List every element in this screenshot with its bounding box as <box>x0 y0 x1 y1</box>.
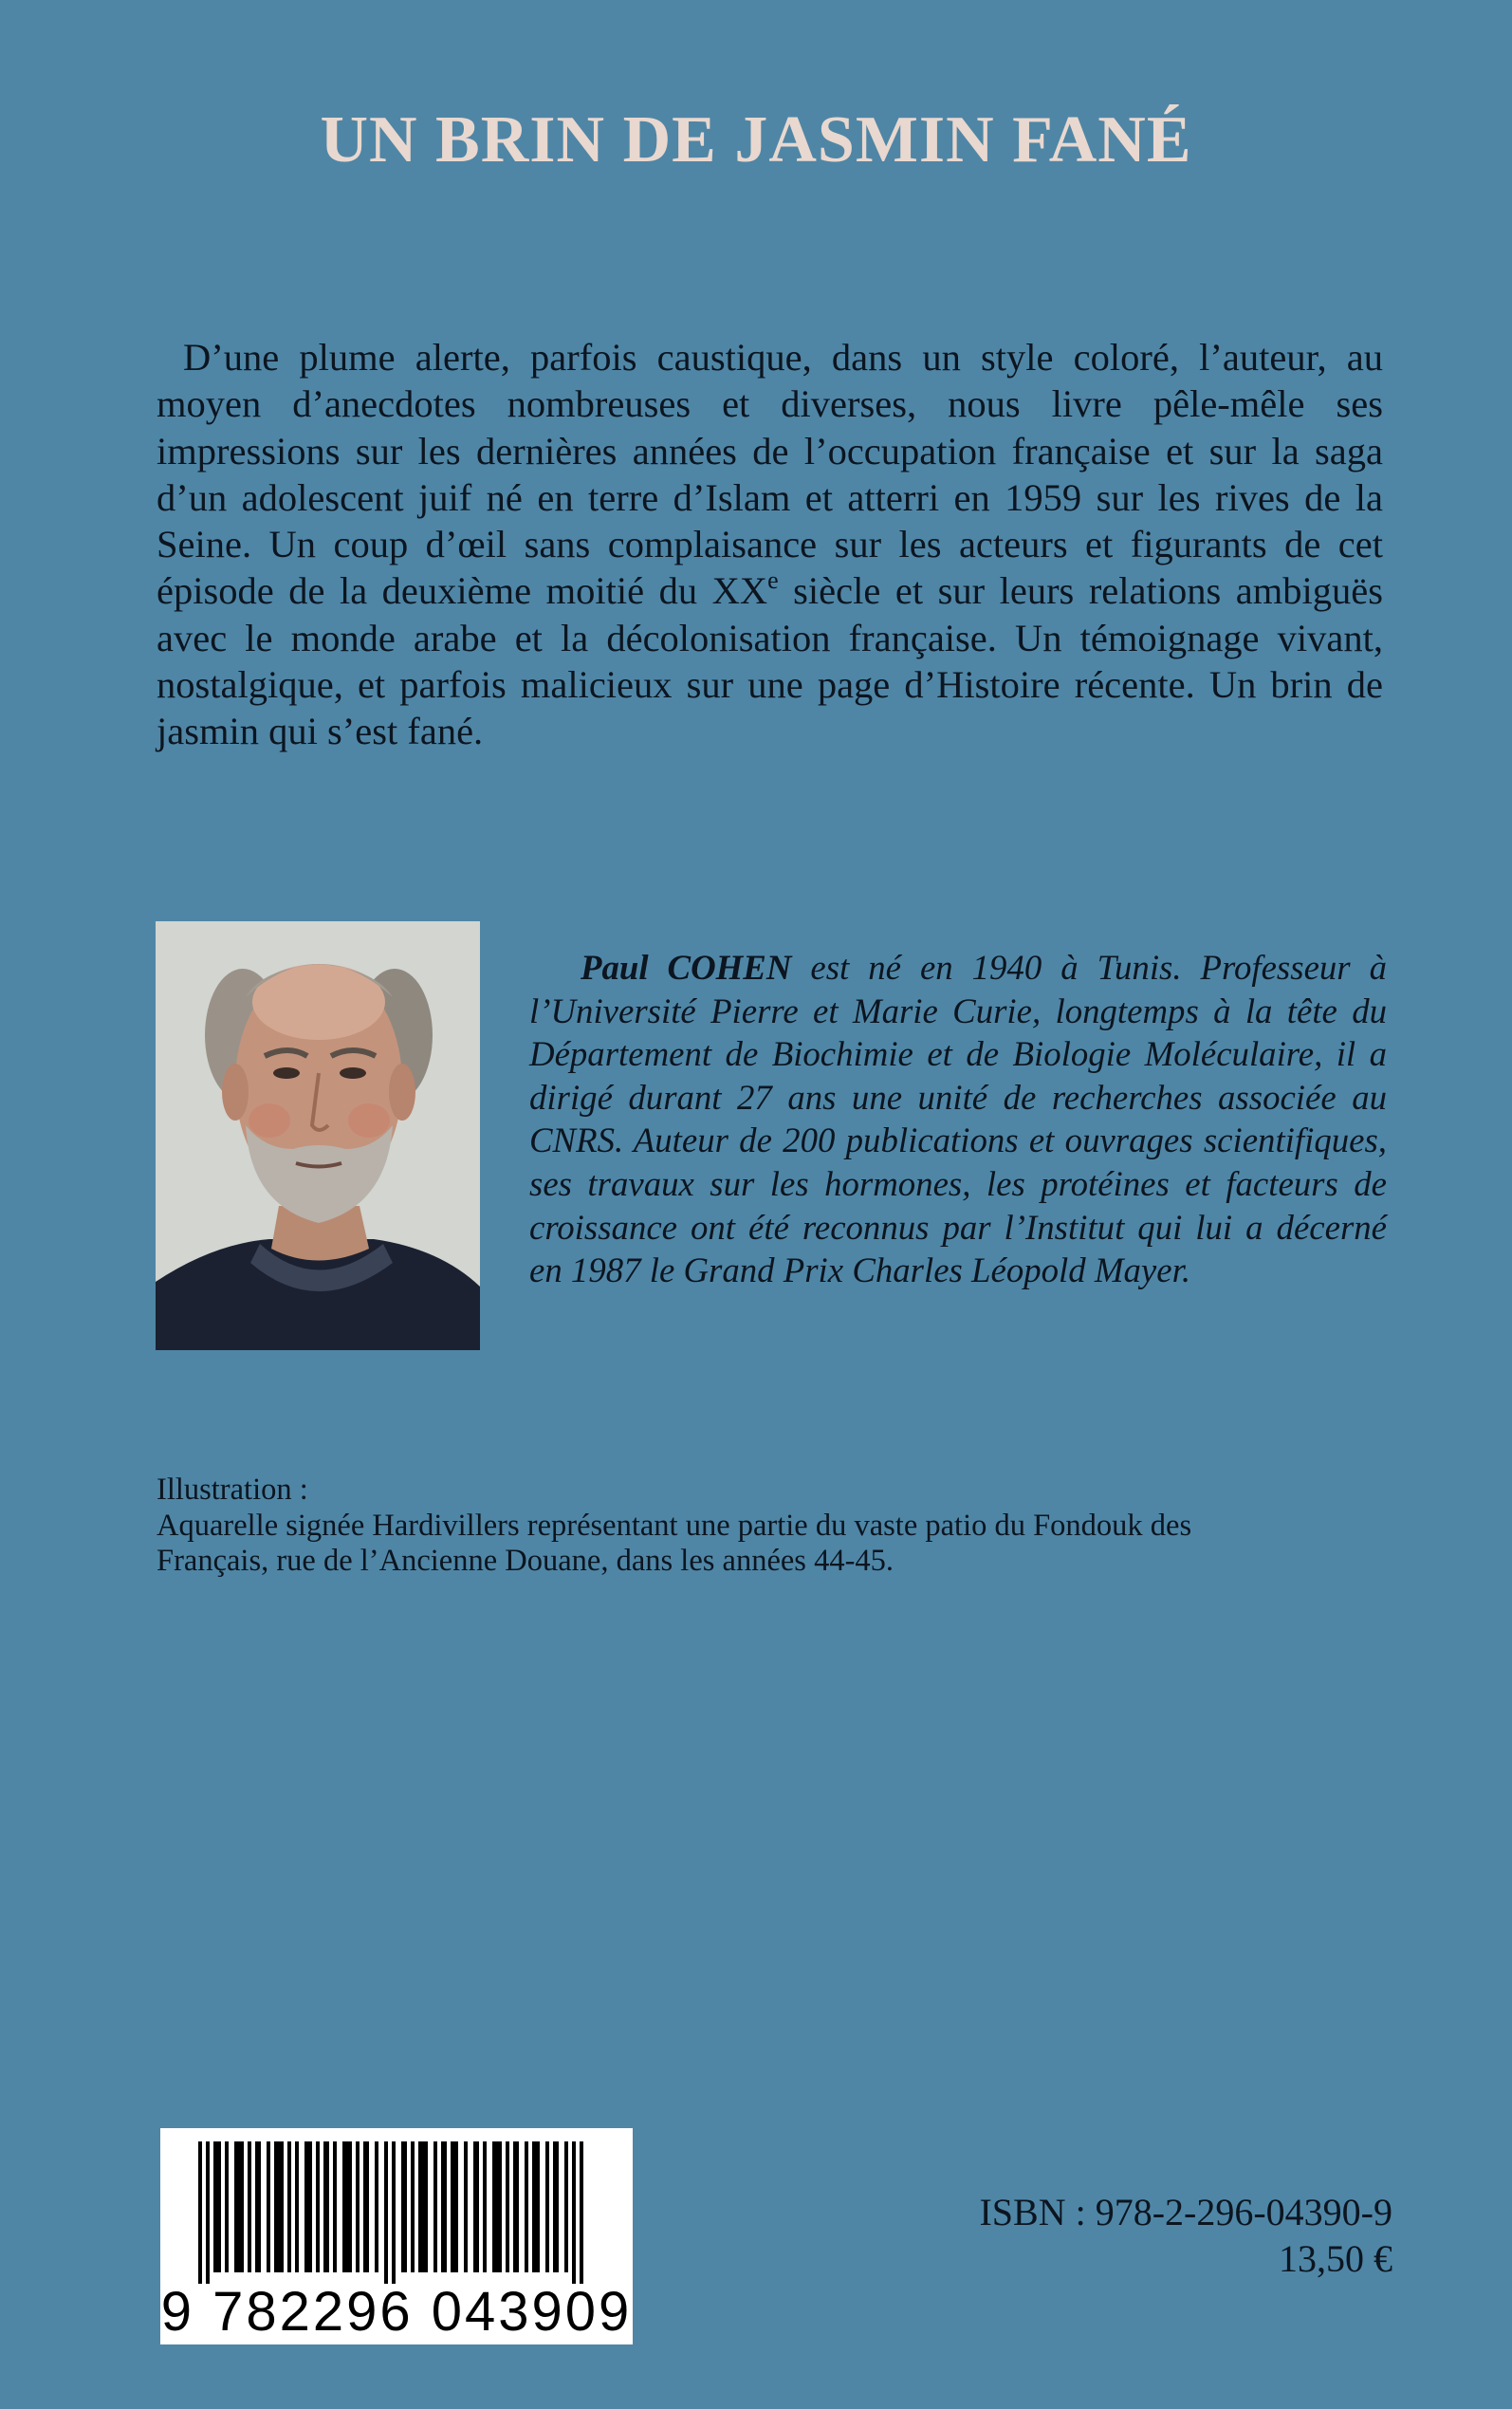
blurb-text-part1: D’une plume alerte, parfois caustique, dans un style coloré, l’auteur, au moyen d’anecdotes nombreuses et diverses, nous livre pêle-mêle ses impressions sur les dernières années de l’occupation française et sur la saga d’un adolescent juif né en terre d’Islam et atterri en 1959 sur les rives de la Seine. Un coup d’œil sans complaisance sur les acteurs et figurants de cet épisode de la deuxième moitié du XX <box>157 336 1383 613</box>
illustration-line-1: Aquarelle signée Hardivillers représentant une partie du vaste patio du Fondouk des <box>157 1508 1192 1543</box>
barcode-digits: 9 782296 043909 <box>160 2281 633 2343</box>
blurb-paragraph <box>157 334 1383 755</box>
author-bio <box>529 946 1387 1292</box>
barcode <box>160 2128 633 2344</box>
isbn: ISBN : 978-2-296-04390-9 <box>979 2191 1392 2233</box>
author-bio-text: est né en 1940 à Tunis. Professeur à l’Université Pierre et Marie Curie, longtemps à la tête du Département de Biochimie et de Biologie Moléculaire, il a dirigé durant 27 ans une unité de recherches associée au CNRS. Auteur de 200 publications et ouvrages scientifiques, ses travaux sur les hormones, les protéines et facteurs de croissance ont été reconnus par l’Institut qui lui a décerné en 1987 le Grand Prix Charles Léopold Mayer. <box>529 948 1387 1290</box>
price: 13,50 € <box>1279 2237 1392 2280</box>
book-title: UN BRIN DE JASMIN FANÉ <box>320 103 1192 176</box>
illustration-credit <box>157 1473 1390 1580</box>
illustration-line-2: Français, rue de l’Ancienne Douane, dans les années 44-45. <box>157 1544 894 1578</box>
blurb-text-part2: siècle et sur leurs relations ambiguës avec le monde arabe et la décolonisation française. Un témoignage vivant, nostalgique, et parfois malicieux sur une page d’Histoire récente. Un brin de jasmin qui s’est fané. <box>157 569 1383 753</box>
illustration-label: Illustration : <box>157 1473 308 1507</box>
blurb-superscript: e <box>767 566 779 595</box>
author-photo <box>156 921 480 1350</box>
author-name: Paul COHEN <box>581 948 792 987</box>
